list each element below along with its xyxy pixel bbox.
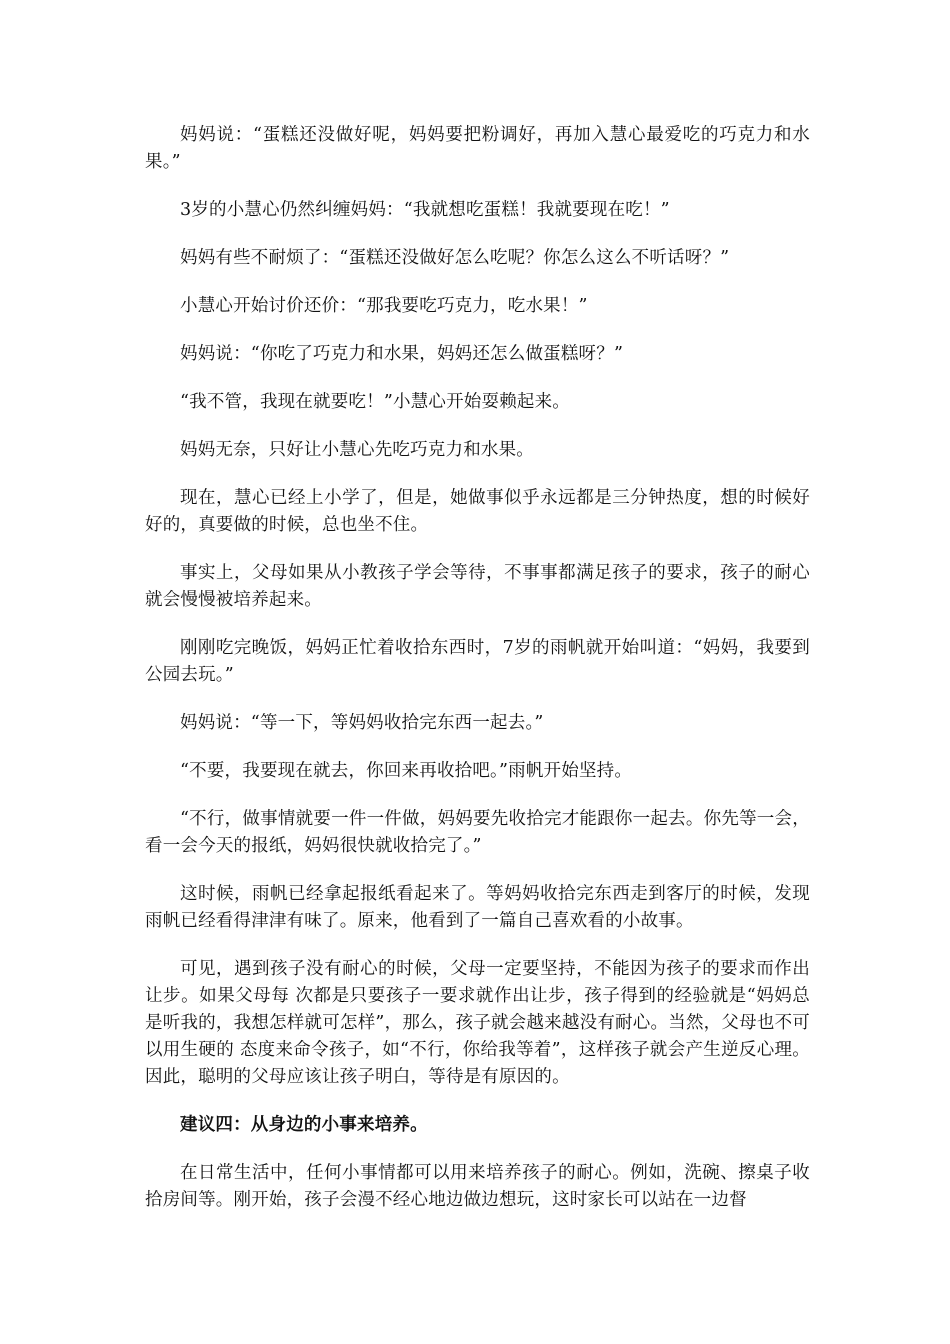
paragraph: 妈妈说：“等一下，等妈妈收拾完东西一起去。”	[180, 713, 544, 733]
document-body	[145, 122, 810, 1235]
paragraph: 妈妈说：“蛋糕还没做好呢，妈妈要把粉调好，再加入慧心最爱吃的巧克力和水果。”	[145, 125, 810, 172]
paragraph: “不行，做事情就要一件一件做，妈妈要先收拾完才能跟你一起去。你先等一会，看一会今天的报纸，妈妈很快就收拾完了。”	[145, 809, 810, 856]
paragraph: 小慧心开始讨价还价：“那我要吃巧克力，吃水果！”	[180, 296, 588, 316]
paragraph: 这时候，雨帆已经拿起报纸看起来了。等妈妈收拾完东西走到客厅的时候，发现雨帆已经看得津津有味了。原来，他看到了一篇自己喜欢看的小故事。	[145, 884, 810, 931]
paragraph: 刚刚吃完晚饭，妈妈正忙着收拾东西时，7岁的雨帆就开始叫道：“妈妈，我要到公园去玩。”	[145, 638, 810, 685]
paragraph: 3岁的小慧心仍然纠缠妈妈：“我就想吃蛋糕！我就要现在吃！”	[180, 200, 670, 220]
paragraph: 现在，慧心已经上小学了，但是，她做事似乎永远都是三分钟热度，想的时候好好的，真要做的时候，总也坐不住。	[145, 488, 810, 535]
paragraph: 事实上，父母如果从小教孩子学会等待，不事事都满足孩子的要求，孩子的耐心就会慢慢被培养起来。	[145, 563, 810, 610]
paragraph: 在日常生活中，任何小事情都可以用来培养孩子的耐心。例如，洗碗、擦桌子收拾房间等。刚开始，孩子会漫不经心地边做边想玩，这时家长可以站在一边督	[145, 1163, 810, 1210]
paragraph: 妈妈无奈，只好让小慧心先吃巧克力和水果。	[180, 440, 534, 460]
section-heading: 建议四：从身边的小事来培养。	[180, 1115, 428, 1135]
paragraph: “不要，我要现在就去，你回来再收拾吧。”雨帆开始坚持。	[180, 761, 633, 781]
paragraph: 可见，遇到孩子没有耐心的时候，父母一定要坚持，不能因为孩子的要求而作出让步。如果父母每 次都是只要孩子一要求就作出让步，孩子得到的经验就是“妈妈总是听我的，我想怎样就可怎样”，那么，孩子就会越来越没有耐心。当然，父母也不可以用生硬的 态度来命令孩子，如“不行，你给我等着”，这样孩子就会产生逆反心理。因此，聪明的父母应该让孩子明白，等待是有原因的。	[145, 959, 810, 1087]
paragraph: 妈妈有些不耐烦了：“蛋糕还没做好怎么吃呢？你怎么这么不听话呀？”	[180, 248, 730, 268]
paragraph: “我不管，我现在就要吃！”小慧心开始耍赖起来。	[180, 392, 570, 412]
paragraph: 妈妈说：“你吃了巧克力和水果，妈妈还怎么做蛋糕呀？”	[180, 344, 624, 364]
